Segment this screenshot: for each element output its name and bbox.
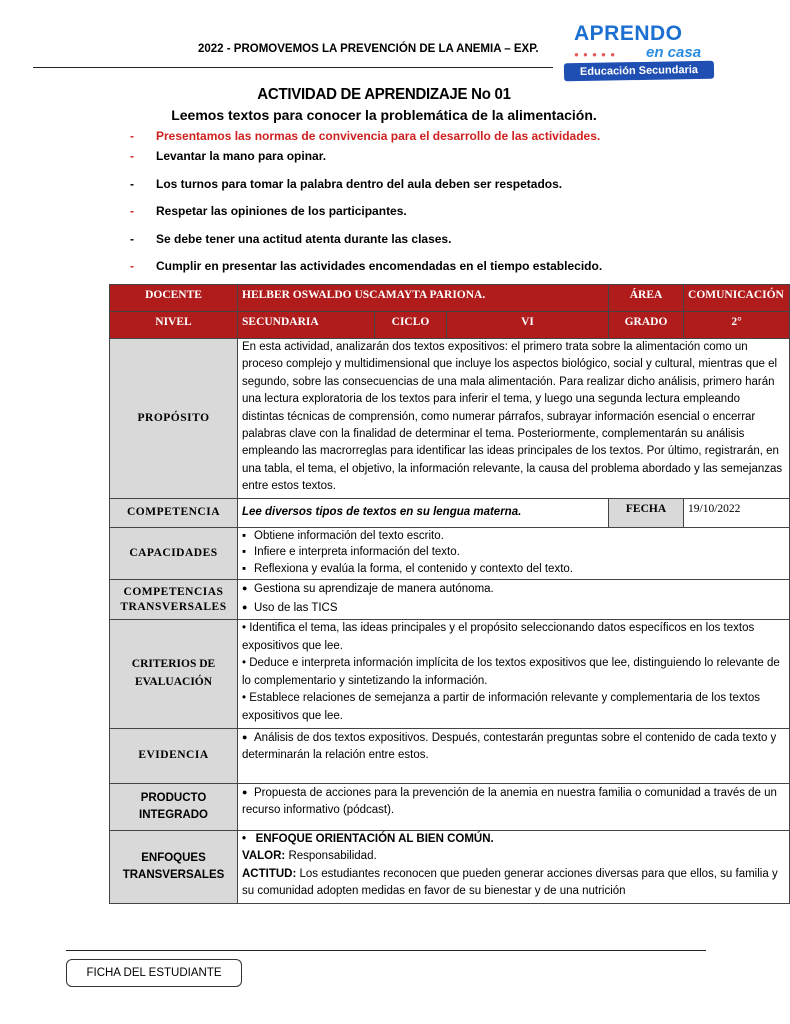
docente-value: HELBER OSWALDO USCAMAYTA PARIONA.: [238, 285, 609, 312]
logo-dots-icon: ● ● ● ● ●: [574, 50, 617, 59]
footer-label: FICHA DEL ESTUDIANTE: [66, 959, 242, 987]
grado-value: 2°: [684, 312, 790, 339]
enfoques-cell: [238, 830, 790, 903]
dash-bullet-icon: -: [130, 204, 134, 218]
dash-bullet-icon: -: [130, 259, 134, 273]
competencia-value: Lee diversos tipos de textos en su lengua materna.: [238, 498, 609, 527]
criterios-cell: [238, 619, 790, 728]
table-row: [110, 339, 790, 499]
logo-banner: Educación Secundaria: [564, 61, 714, 82]
capacidades-label: CAPACIDADES: [110, 527, 238, 580]
table-row: [110, 527, 790, 580]
actitud-line: ACTITUD: Los estudiantes reconocen que pueden generar acciones diversas para que ellos, su familia y su comunidad adopten medidas en favor de su bienestar y de una nutrición: [242, 867, 778, 898]
logo-line-2: en casa: [646, 44, 702, 61]
evidencia-label: EVIDENCIA: [110, 728, 238, 783]
enfoque-title: • ENFOQUE ORIENTACIÓN AL BIEN COMÚN.: [242, 832, 494, 845]
norm-item: - Cumplir en presentar las actividades encomendadas en el tiempo establecido.: [130, 259, 603, 273]
activity-subtitle: Leemos textos para conocer la problemática de la alimentación.: [171, 107, 597, 123]
table-row: [110, 285, 790, 312]
table-row: [110, 498, 790, 527]
table-row: [110, 830, 790, 903]
norm-item: - Se debe tener una actitud atenta durante las clases.: [130, 232, 452, 246]
table-row: [110, 728, 790, 783]
criterios-label: CRITERIOS DE EVALUACIÓN: [110, 619, 238, 728]
dash-bullet-icon: -: [130, 149, 134, 163]
fecha-label: FECHA: [609, 498, 684, 527]
producto-label: PRODUCTO INTEGRADO: [110, 783, 238, 830]
table-row: [110, 619, 790, 728]
table-row: [110, 783, 790, 830]
proposito-label: PROPÓSITO: [110, 339, 238, 499]
fecha-value: 19/10/2022: [684, 498, 790, 527]
ciclo-value: VI: [447, 312, 609, 339]
area-value: COMUNICACIÓN: [684, 285, 790, 312]
list-item: • Identifica el tema, las ideas principales y el propósito seleccionando datos específicos en los textos expositivos que lee.: [242, 621, 755, 652]
activity-title: ACTIVIDAD DE APRENDIZAJE No 01: [257, 86, 511, 103]
dash-bullet-icon: -: [130, 129, 134, 143]
transversales-cell: [238, 580, 790, 620]
area-label: ÁREA: [609, 285, 684, 312]
header-divider: [33, 67, 553, 68]
nivel-label: NIVEL: [110, 312, 238, 339]
logo-line-1: APRENDO: [574, 22, 683, 45]
list-item: • Deduce e interpreta información implícita de los textos expositivos que lee, distinguiendo lo relevante de lo complementario y sintetizando la información.: [242, 657, 780, 687]
list-item: ▪ Infiere e interpreta información del texto.: [242, 544, 785, 561]
list-item: ● Propuesta de acciones para la prevención de la anemia en nuestra familia o comunidad a través de un recurso informativo (pódcast).: [242, 784, 785, 820]
list-item: ● Gestiona su aprendizaje de manera autónoma.: [242, 580, 785, 598]
norm-item: - Presentamos las normas de convivencia para el desarrollo de las actividades.: [130, 129, 601, 143]
valor-line: VALOR: Responsabilidad.: [242, 850, 377, 863]
norm-item: - Respetar las opiniones de los participantes.: [130, 204, 407, 218]
competencia-label: COMPETENCIA: [110, 498, 238, 527]
transversales-label: COMPETENCIAS TRANSVERSALES: [110, 580, 238, 620]
list-item: ▪ Obtiene información del texto escrito.: [242, 528, 785, 545]
list-item: ● Uso de las TICS: [242, 599, 785, 617]
producto-cell: [238, 783, 790, 830]
ciclo-label: CICLO: [375, 312, 447, 339]
dash-bullet-icon: -: [130, 232, 134, 246]
dash-bullet-icon: -: [130, 177, 134, 191]
grado-label: GRADO: [609, 312, 684, 339]
table-row: [110, 580, 790, 620]
norm-item: - Levantar la mano para opinar.: [130, 149, 327, 163]
evidencia-cell: [238, 728, 790, 783]
docente-label: DOCENTE: [110, 285, 238, 312]
norm-item: - Los turnos para tomar la palabra dentro del aula deben ser respetados.: [130, 177, 563, 191]
list-item: ▪ Reflexiona y evalúa la forma, el contenido y contexto del texto.: [242, 561, 785, 578]
activity-table: [109, 284, 790, 904]
proposito-text: En esta actividad, analizarán dos textos expositivos: el primero trata sobre la alimentación como un proceso complejo y multidimensional que incluye los aspectos biológico, social y cultural, mientras que el segundo, sobre las consecuencias de una mala alimentación. Para realizar dicho análisis, primero harán una lectura exploratoria de los textos para inferir el tema, y luego una segunda lectura empleando distintas técnicas de comprensión, como numerar párrafos, subrayar información esencial o encerrar palabras clave con la finalidad de determinar el tema. Posteriormente, complementarán su análisis empleando las macrorreglas para identificar las ideas principales de los textos. Por último, registrarán, en una tabla, el tema, el objetivo, la información relevante, la causa del problema abordado y las semejanzas entre estos textos.: [238, 339, 790, 499]
aprendo-en-casa-logo: [562, 22, 720, 84]
list-item: • Establece relaciones de semejanza a partir de información relevante y complementaria de los textos expositivos que lee.: [242, 692, 760, 722]
footer-divider: [66, 950, 706, 951]
capacidades-cell: [238, 527, 790, 580]
header-title: 2022 - PROMOVEMOS LA PREVENCIÓN DE LA ANEMIA – EXP.: [198, 43, 539, 55]
list-item: ● Análisis de dos textos expositivos. Después, contestarán preguntas sobre el contenido de cada texto y determinarán la relación entre estos.: [242, 729, 785, 765]
nivel-value: SECUNDARIA: [238, 312, 375, 339]
table-row: [110, 312, 790, 339]
enfoques-label: ENFOQUES TRANSVERSALES: [110, 830, 238, 903]
